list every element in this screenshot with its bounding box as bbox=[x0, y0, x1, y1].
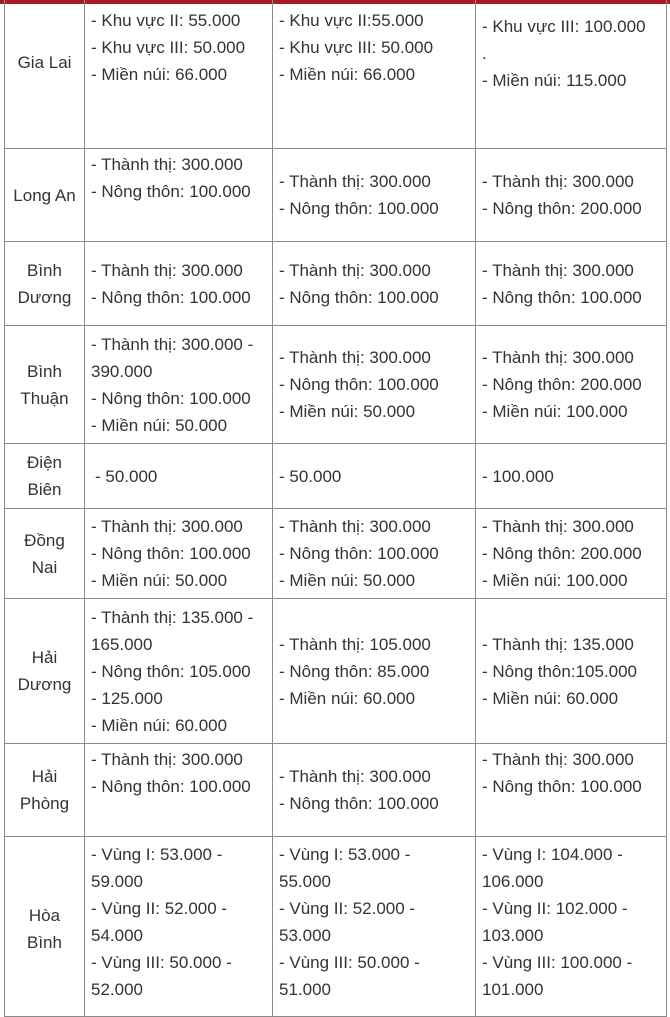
fee-line: - 125.000 bbox=[91, 688, 163, 708]
fee-line: - Miền núi: 115.000 bbox=[482, 71, 627, 90]
fee-line: - Miền núi: 60.000 bbox=[91, 715, 228, 735]
table-row bbox=[5, 444, 667, 509]
fee-line: - Vùng I: 53.000 - bbox=[91, 845, 223, 864]
fee-cell-col3 bbox=[476, 149, 667, 242]
fee-cell-col2 bbox=[273, 242, 476, 326]
table-row bbox=[5, 326, 667, 444]
province-cell bbox=[5, 149, 85, 242]
province-name: Long An bbox=[13, 185, 76, 205]
fee-line: - Vùng II: 102.000 - bbox=[482, 899, 628, 918]
fee-line: - Vùng II: 52.000 - bbox=[279, 899, 416, 918]
fee-line: - Nông thôn: 105.000 bbox=[91, 661, 251, 681]
fee-cell-col2 bbox=[273, 744, 476, 837]
fee-line: - Thành thị: 300.000 bbox=[279, 767, 431, 786]
fee-table bbox=[4, 0, 667, 1017]
fee-cell-col1 bbox=[85, 242, 273, 326]
fee-line: - Khu vực III: 50.000 bbox=[91, 38, 246, 57]
province-name: Hải bbox=[31, 767, 58, 786]
fee-line: 103.000 bbox=[482, 926, 544, 945]
province-cell bbox=[5, 509, 85, 599]
fee-line: - 50.000 bbox=[279, 466, 342, 486]
fee-cell-col3 bbox=[476, 599, 667, 744]
fee-line: - Thành thị: 300.000 bbox=[91, 750, 243, 769]
fee-line: - Thành thị: 300.000 bbox=[91, 517, 243, 536]
province-name: Nai bbox=[31, 557, 58, 577]
province-name: Phòng bbox=[19, 794, 70, 813]
fee-line: - Nông thôn: 100.000 bbox=[279, 375, 439, 394]
fee-line: - Vùng III: 100.000 - bbox=[482, 953, 633, 972]
province-name: Bình bbox=[27, 932, 62, 952]
province-cell bbox=[5, 599, 85, 744]
fee-line: - 100.000 bbox=[482, 466, 554, 486]
province-name: Hòa bbox=[28, 905, 61, 925]
fee-cell-col1 bbox=[85, 599, 273, 744]
province-name: Gia Lai bbox=[17, 53, 72, 72]
fee-cell-col2 bbox=[273, 837, 476, 1017]
fee-line: - Vùng I: 53.000 - bbox=[279, 845, 411, 864]
fee-line: - Vùng III: 50.000 - bbox=[279, 953, 420, 972]
fee-line: 51.000 bbox=[279, 980, 331, 999]
fee-line: - Thành thị: 300.000 bbox=[482, 260, 634, 280]
fee-line: - Nông thôn: 100.000 bbox=[279, 544, 439, 563]
fee-line: - Miền núi: 50.000 bbox=[91, 415, 228, 435]
province-cell bbox=[5, 242, 85, 326]
fee-cell-col3 bbox=[476, 242, 667, 326]
fee-line: 55.000 bbox=[279, 872, 331, 891]
fee-line: - Nông thôn: 85.000 bbox=[279, 661, 430, 681]
fee-line: 106.000 bbox=[482, 872, 544, 891]
fee-line: 54.000 bbox=[91, 926, 143, 945]
fee-line: - Miền núi: 66.000 bbox=[91, 65, 228, 84]
fee-line: 53.000 bbox=[279, 926, 331, 945]
fee-line: - 50.000 bbox=[95, 466, 158, 486]
fee-line: 165.000 bbox=[91, 634, 153, 654]
fee-cell-col3 bbox=[476, 326, 667, 444]
fee-line: - Miền núi: 50.000 bbox=[91, 571, 228, 590]
province-name: Biên bbox=[27, 480, 62, 499]
fee-line: - Thành thị: 300.000 bbox=[91, 260, 243, 280]
fee-line: - Nông thôn: 100.000 bbox=[279, 199, 439, 218]
fee-cell-col1 bbox=[85, 509, 273, 599]
fee-line: - Vùng II: 52.000 - bbox=[91, 899, 228, 918]
province-cell bbox=[5, 0, 85, 149]
fee-cell-col1 bbox=[85, 444, 273, 509]
fee-line: - Nông thôn: 100.000 bbox=[91, 287, 251, 307]
fee-line: - Khu vực III: 50.000 bbox=[279, 38, 434, 57]
fee-cell-col2 bbox=[273, 599, 476, 744]
fee-cell-col1 bbox=[85, 326, 273, 444]
fee-line: - Thành thị: 300.000 bbox=[482, 172, 634, 191]
fee-line: - Nông thôn: 100.000 bbox=[279, 287, 439, 307]
fee-cell-col1 bbox=[85, 149, 273, 242]
province-cell bbox=[5, 837, 85, 1017]
fee-line: - Nông thôn: 200.000 bbox=[482, 375, 642, 394]
fee-line: - Thành thị: 300.000 bbox=[91, 155, 243, 174]
fee-line: - Miền núi: 50.000 bbox=[279, 571, 416, 590]
fee-cell-col1 bbox=[85, 837, 273, 1017]
fee-line: - Nông thôn: 100.000 bbox=[91, 182, 251, 201]
fee-line: 390.000 bbox=[91, 361, 153, 381]
fee-cell-col3 bbox=[476, 0, 667, 149]
fee-cell-col3 bbox=[476, 744, 667, 837]
province-name: Dương bbox=[17, 287, 72, 307]
fee-line: - Miền núi: 60.000 bbox=[279, 688, 416, 708]
province-name: Bình bbox=[27, 361, 62, 381]
province-cell bbox=[5, 444, 85, 509]
fee-cell-col2 bbox=[273, 509, 476, 599]
fee-line: - Miền núi: 100.000 bbox=[482, 571, 628, 590]
fee-line: - Nông thôn:105.000 bbox=[482, 661, 638, 681]
province-name: Dương bbox=[17, 675, 72, 694]
province-name: Thuận bbox=[20, 388, 69, 408]
fee-line: - Nông thôn: 100.000 bbox=[91, 544, 251, 563]
fee-line: - Miền núi: 100.000 bbox=[482, 402, 628, 421]
fee-line: - Thành thị: 300.000 bbox=[279, 517, 431, 536]
fee-table-container bbox=[4, 0, 666, 1017]
fee-line: - Thành thị: 300.000 bbox=[482, 750, 634, 769]
fee-line: - Vùng I: 104.000 - bbox=[482, 845, 623, 864]
fee-line: - Khu vực II:55.000 bbox=[279, 11, 424, 30]
fee-cell-col3 bbox=[476, 509, 667, 599]
table-row bbox=[5, 599, 667, 744]
fee-cell-col2 bbox=[273, 149, 476, 242]
table-row bbox=[5, 744, 667, 837]
fee-line: - Thành thị: 300.000 bbox=[279, 348, 431, 367]
province-name: Đồng bbox=[24, 530, 65, 550]
province-cell bbox=[5, 326, 85, 444]
fee-line: - Miền núi: 60.000 bbox=[482, 688, 619, 708]
fee-cell-col2 bbox=[273, 0, 476, 149]
table-row bbox=[5, 837, 667, 1017]
fee-line: - Nông thôn: 200.000 bbox=[482, 199, 642, 218]
fee-cell-col3 bbox=[476, 444, 667, 509]
fee-line: - Thành thị: 135.000 - bbox=[91, 607, 254, 627]
fee-line: - Nông thôn: 200.000 bbox=[482, 544, 642, 563]
fee-line: - Thành thị: 135.000 bbox=[482, 634, 634, 654]
fee-line: - Nông thôn: 100.000 bbox=[482, 777, 642, 796]
fee-line: - Thành thị: 300.000 bbox=[279, 172, 431, 191]
fee-cell-col2 bbox=[273, 444, 476, 509]
fee-cell-col1 bbox=[85, 744, 273, 837]
fee-line: - Thành thị: 300.000 bbox=[279, 260, 431, 280]
fee-line: - Vùng III: 50.000 - bbox=[91, 953, 232, 972]
table-row bbox=[5, 149, 667, 242]
province-cell bbox=[5, 744, 85, 837]
fee-line: - Khu vực III: 100.000 bbox=[482, 17, 646, 36]
fee-line: - Thành thị: 300.000 - bbox=[91, 334, 254, 354]
fee-line: - Miền núi: 50.000 bbox=[279, 402, 416, 421]
fee-line: 59.000 bbox=[91, 872, 143, 891]
province-name: Điện bbox=[27, 453, 62, 472]
fee-line: 101.000 bbox=[482, 980, 544, 999]
fee-line: - Thành thị: 300.000 bbox=[482, 348, 634, 367]
fee-line: - Nông thôn: 100.000 bbox=[279, 794, 439, 813]
fee-cell-col1 bbox=[85, 0, 273, 149]
table-row bbox=[5, 0, 667, 149]
fee-line: - Nông thôn: 100.000 bbox=[91, 388, 251, 408]
fee-line: 52.000 bbox=[91, 980, 143, 999]
fee-line: - Miền núi: 66.000 bbox=[279, 65, 416, 84]
table-row bbox=[5, 242, 667, 326]
fee-line: - Nông thôn: 100.000 bbox=[91, 777, 251, 796]
fee-cell-col3 bbox=[476, 837, 667, 1017]
fee-cell-col2 bbox=[273, 326, 476, 444]
fee-line: - Khu vực II: 55.000 bbox=[91, 11, 241, 30]
fee-line: . bbox=[482, 44, 487, 63]
fee-line: - Nông thôn: 100.000 bbox=[482, 287, 642, 307]
fee-line: - Thành thị: 105.000 bbox=[279, 634, 431, 654]
fee-line: - Thành thị: 300.000 bbox=[482, 517, 634, 536]
province-name: Bình bbox=[27, 260, 62, 280]
province-name: Hải bbox=[31, 648, 58, 667]
table-row bbox=[5, 509, 667, 599]
